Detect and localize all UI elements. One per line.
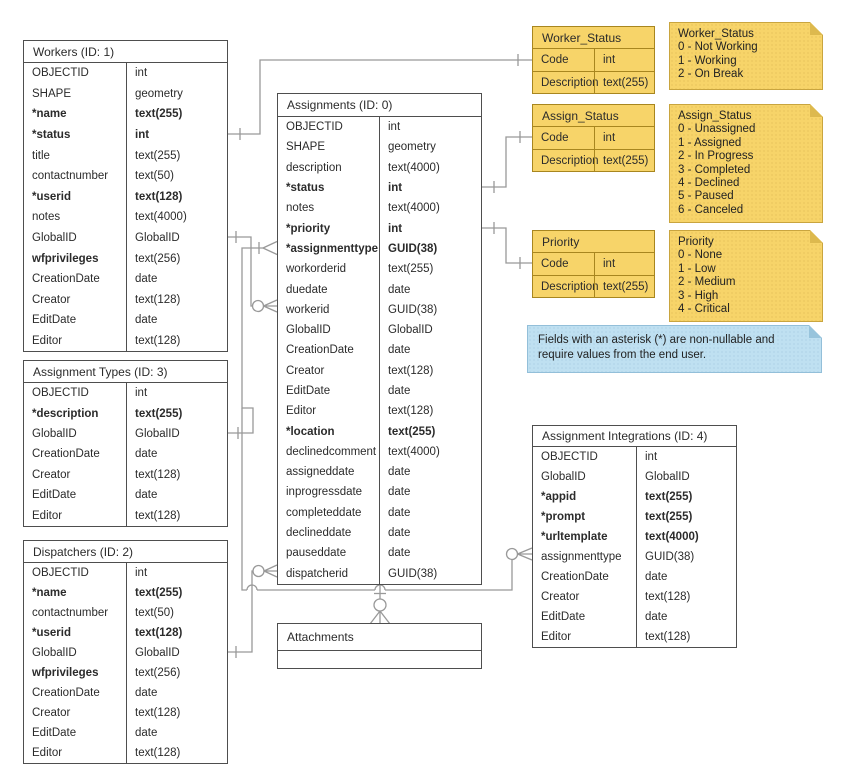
field-row — [533, 547, 736, 567]
field-row — [24, 63, 227, 84]
rel-assignments--attachments — [370, 583, 390, 624]
field-row — [24, 485, 227, 505]
entity-assignments — [277, 93, 482, 585]
field-row — [24, 383, 227, 403]
sticky-note-assign-status-legend — [669, 104, 823, 223]
field-name: Code — [541, 258, 569, 270]
field-row — [533, 49, 654, 71]
field-row — [533, 127, 654, 149]
field-name: *userid — [32, 627, 71, 639]
field-type: date — [379, 279, 481, 299]
empty-row — [278, 651, 481, 668]
field-type: GlobalID — [126, 228, 227, 249]
entity-title: Assignment Types (ID: 3) — [24, 361, 227, 383]
note-line: 1 - Working — [678, 54, 737, 67]
field-name: *urltemplate — [541, 531, 608, 543]
field-row — [24, 84, 227, 105]
field-name: Editor — [32, 509, 63, 522]
field-row — [533, 253, 654, 275]
note-text: Fields with an asterisk (*) are non-nullable and require values from the end user. — [538, 334, 775, 361]
field-type: int — [126, 383, 227, 403]
field-row — [24, 424, 227, 444]
field-row — [24, 228, 227, 249]
field-name: CreationDate — [286, 344, 354, 357]
entity-assignment-types — [23, 360, 228, 527]
field-name: Description — [541, 154, 599, 167]
field-type: text(255) — [594, 276, 654, 297]
field-row — [278, 503, 481, 523]
field-row — [24, 269, 227, 290]
field-name: GlobalID — [32, 647, 77, 659]
field-name: CreationDate — [32, 273, 100, 286]
field-type: text(255) — [594, 150, 654, 171]
note-line: 6 - Canceled — [678, 203, 744, 216]
field-row — [533, 607, 736, 627]
field-type: int — [126, 63, 227, 84]
field-type: text(255) — [636, 487, 736, 507]
field-row — [24, 104, 227, 125]
field-row — [24, 643, 227, 663]
note-line: 2 - On Break — [678, 68, 744, 81]
field-name: CreationDate — [541, 571, 609, 583]
field-type: text(255) — [126, 403, 227, 423]
field-type: text(255) — [126, 104, 227, 125]
entity-assignment-integrations — [532, 425, 737, 648]
field-type: text(4000) — [126, 207, 227, 228]
field-type: GlobalID — [636, 467, 736, 487]
note-line: 1 - Assigned — [678, 136, 742, 149]
field-name: Description — [541, 76, 599, 89]
field-row — [24, 505, 227, 525]
field-name: OBJECTID — [32, 67, 89, 80]
field-row — [24, 207, 227, 228]
field-row — [278, 218, 481, 238]
field-row — [278, 239, 481, 259]
field-row — [24, 465, 227, 485]
entity-attachments — [277, 623, 482, 669]
sticky-note-worker-status-legend — [669, 22, 823, 90]
field-name: *name — [32, 587, 67, 599]
field-row — [533, 567, 736, 587]
field-name: OBJECTID — [32, 387, 89, 400]
field-row — [278, 421, 481, 441]
note-line: 4 - Critical — [678, 303, 730, 316]
field-row — [24, 623, 227, 643]
entity-title: Assign_Status — [533, 105, 654, 127]
field-name: Editor — [32, 335, 63, 348]
field-row — [278, 300, 481, 320]
field-name: declinedcomment — [286, 445, 377, 458]
field-row — [533, 487, 736, 507]
entity-title: Attachments — [278, 624, 481, 651]
entity-worker-status — [532, 26, 655, 94]
field-row — [278, 279, 481, 299]
field-name: inprogressdate — [286, 486, 363, 499]
field-type: geometry — [379, 137, 481, 157]
field-type: int — [594, 49, 654, 71]
field-type: text(128) — [126, 743, 227, 763]
field-name: *assignmenttype — [286, 242, 379, 255]
field-type: geometry — [126, 84, 227, 105]
field-row — [533, 447, 736, 467]
field-name: GlobalID — [541, 471, 586, 483]
field-row — [24, 743, 227, 763]
field-row — [24, 563, 227, 583]
field-row — [24, 145, 227, 166]
field-row — [278, 401, 481, 421]
field-name: *status — [286, 182, 325, 195]
field-name: CreationDate — [32, 448, 100, 461]
field-type: date — [126, 485, 227, 505]
entity-workers — [23, 40, 228, 352]
field-type: text(128) — [126, 290, 227, 311]
field-row — [278, 137, 481, 157]
field-type: text(4000) — [379, 442, 481, 462]
entity-dispatchers — [23, 540, 228, 764]
field-name: *userid — [32, 190, 71, 203]
field-row — [24, 683, 227, 703]
field-type: text(50) — [126, 166, 227, 187]
field-type: int — [636, 447, 736, 467]
field-name: OBJECTID — [286, 121, 343, 134]
field-type: int — [126, 125, 227, 146]
field-type: text(255) — [126, 583, 227, 603]
entity-assign-status — [532, 104, 655, 172]
field-name: SHAPE — [32, 87, 71, 100]
field-type: GUID(38) — [379, 239, 481, 259]
entity-title: Dispatchers (ID: 2) — [24, 541, 227, 563]
note-line: 0 - None — [678, 249, 723, 262]
field-name: completeddate — [286, 506, 362, 519]
field-type: date — [379, 381, 481, 401]
note-line: 0 - Not Working — [678, 41, 758, 54]
note-line: 0 - Unassigned — [678, 123, 756, 136]
field-type: date — [379, 462, 481, 482]
entity-title: Assignment Integrations (ID: 4) — [533, 426, 736, 447]
field-name: declineddate — [286, 527, 352, 540]
field-row — [533, 71, 654, 93]
field-name: Creator — [541, 591, 580, 603]
entity-title: Priority — [533, 231, 654, 253]
field-row — [278, 259, 481, 279]
field-row — [278, 381, 481, 401]
field-type: text(255) — [594, 72, 654, 93]
rel-workers--assignments-workerid — [228, 231, 277, 312]
field-name: Editor — [541, 631, 572, 643]
field-row — [278, 361, 481, 381]
sticky-note-priority-legend — [669, 230, 823, 322]
field-row — [278, 564, 481, 584]
field-name: *prompt — [541, 511, 586, 523]
field-name: description — [286, 161, 342, 174]
field-type: int — [379, 178, 481, 198]
field-row — [24, 403, 227, 423]
note-line: Priority — [678, 236, 714, 248]
field-name: GlobalID — [286, 324, 331, 337]
field-type: text(256) — [126, 248, 227, 269]
field-type: text(255) — [379, 259, 481, 279]
field-name: Creator — [32, 293, 71, 306]
note-line: 2 - Medium — [678, 276, 736, 289]
field-name: CreationDate — [32, 687, 100, 699]
field-type: text(4000) — [379, 198, 481, 218]
field-name: workerid — [286, 303, 330, 316]
note-line: Worker_Status — [678, 28, 754, 40]
field-name: EditDate — [32, 314, 77, 327]
field-type: text(128) — [126, 623, 227, 643]
field-row — [278, 523, 481, 543]
field-row — [533, 275, 654, 297]
field-name: title — [32, 149, 50, 162]
field-type: text(255) — [379, 421, 481, 441]
rel-assignments-priority--priority — [482, 222, 532, 269]
field-row — [24, 663, 227, 683]
field-type: text(256) — [126, 663, 227, 683]
field-name: EditDate — [286, 385, 331, 397]
field-type: text(128) — [126, 465, 227, 485]
field-name: Code — [541, 132, 569, 144]
field-row — [24, 166, 227, 187]
field-row — [24, 310, 227, 331]
field-name: duedate — [286, 283, 328, 296]
field-row — [24, 331, 227, 352]
field-row — [533, 627, 736, 647]
field-row — [24, 444, 227, 464]
field-type: text(50) — [126, 603, 227, 623]
field-type: text(128) — [379, 401, 481, 421]
field-name: pauseddate — [286, 547, 347, 560]
field-type: text(255) — [126, 145, 227, 166]
field-name: Editor — [286, 405, 317, 418]
field-type: int — [379, 218, 481, 238]
rel-assignmenttypes--assignments-assignmenttype — [228, 242, 277, 440]
field-name: Editor — [32, 747, 63, 759]
field-type: GUID(38) — [379, 564, 481, 584]
field-name: notes — [32, 211, 61, 224]
field-name: notes — [286, 202, 315, 215]
field-row — [24, 583, 227, 603]
field-name: EditDate — [32, 489, 77, 502]
field-name: contactnumber — [32, 607, 109, 619]
field-row — [24, 248, 227, 269]
field-name: Creator — [286, 364, 325, 377]
note-line: 3 - High — [678, 289, 719, 302]
field-type: text(4000) — [379, 158, 481, 178]
field-type: text(255) — [636, 507, 736, 527]
field-row — [24, 290, 227, 311]
field-name: OBJECTID — [541, 451, 598, 463]
field-name: Code — [541, 54, 569, 66]
field-row — [278, 482, 481, 502]
entity-title: Assignments (ID: 0) — [278, 94, 481, 117]
field-name: *name — [32, 108, 67, 121]
field-type: date — [636, 567, 736, 587]
field-type: text(128) — [126, 187, 227, 208]
field-type: date — [126, 683, 227, 703]
field-name: *status — [32, 129, 71, 142]
field-type: int — [379, 117, 481, 137]
field-row — [278, 462, 481, 482]
field-name: dispatcherid — [286, 567, 349, 580]
field-name: wfprivileges — [32, 667, 99, 679]
field-type: text(128) — [379, 361, 481, 381]
field-type: text(128) — [126, 703, 227, 723]
field-type: date — [379, 523, 481, 543]
field-type: date — [379, 340, 481, 360]
field-row — [278, 340, 481, 360]
field-type: int — [594, 253, 654, 275]
field-row — [24, 603, 227, 623]
field-name: GlobalID — [32, 427, 77, 440]
field-row — [278, 442, 481, 462]
field-row — [24, 125, 227, 146]
field-name: SHAPE — [286, 141, 325, 154]
field-row — [533, 467, 736, 487]
field-row — [533, 587, 736, 607]
field-row — [278, 320, 481, 340]
field-type: date — [126, 444, 227, 464]
field-row — [533, 149, 654, 171]
note-line: Assign_Status — [678, 110, 752, 122]
field-name: Creator — [32, 707, 71, 719]
field-type: int — [126, 563, 227, 583]
field-type: date — [126, 723, 227, 743]
entity-title: Worker_Status — [533, 27, 654, 49]
rel-assignments-status--assign-status — [482, 131, 532, 193]
field-type: date — [636, 607, 736, 627]
field-name: *appid — [541, 491, 577, 503]
field-type: text(128) — [126, 331, 227, 352]
field-row — [278, 158, 481, 178]
entity-priority — [532, 230, 655, 298]
field-type: GlobalID — [126, 643, 227, 663]
field-name: assigneddate — [286, 466, 355, 479]
sticky-note-asterisk-callout — [527, 325, 822, 373]
field-type: GlobalID — [126, 424, 227, 444]
field-row — [278, 178, 481, 198]
field-name: EditDate — [32, 727, 77, 739]
field-row — [278, 198, 481, 218]
entity-title: Workers (ID: 1) — [24, 41, 227, 63]
field-name: assignmenttype — [541, 551, 622, 563]
field-name: Creator — [32, 468, 71, 481]
field-type: date — [126, 310, 227, 331]
field-row — [24, 723, 227, 743]
field-row — [278, 117, 481, 137]
field-type: int — [594, 127, 654, 149]
field-name: OBJECTID — [32, 567, 89, 579]
field-name: *priority — [286, 222, 331, 235]
field-type: date — [379, 503, 481, 523]
note-line: 3 - Completed — [678, 163, 751, 176]
field-type: text(128) — [126, 505, 227, 525]
field-type: text(4000) — [636, 527, 736, 547]
field-type: date — [379, 482, 481, 502]
note-line: 1 - Low — [678, 262, 716, 275]
note-line: 2 - In Progress — [678, 150, 754, 163]
field-type: date — [126, 269, 227, 290]
field-name: EditDate — [541, 611, 586, 623]
field-name: GlobalID — [32, 232, 77, 245]
field-type: text(128) — [636, 587, 736, 607]
field-name: *description — [32, 407, 99, 420]
field-row — [278, 543, 481, 563]
note-line: 4 - Declined — [678, 177, 740, 190]
field-row — [24, 703, 227, 723]
field-name: contactnumber — [32, 170, 109, 183]
field-row — [24, 187, 227, 208]
field-row — [533, 507, 736, 527]
field-type: GUID(38) — [636, 547, 736, 567]
field-name: wfprivileges — [32, 252, 99, 265]
field-type: text(128) — [636, 627, 736, 647]
note-line: 5 - Paused — [678, 190, 734, 203]
rel-dispatchers--assignments-dispatcherid — [228, 565, 277, 658]
field-type: GlobalID — [379, 320, 481, 340]
field-type: GUID(38) — [379, 300, 481, 320]
field-type: date — [379, 543, 481, 563]
field-name: *location — [286, 425, 335, 438]
field-name: workorderid — [286, 263, 347, 276]
field-row — [533, 527, 736, 547]
field-name: Description — [541, 280, 599, 293]
